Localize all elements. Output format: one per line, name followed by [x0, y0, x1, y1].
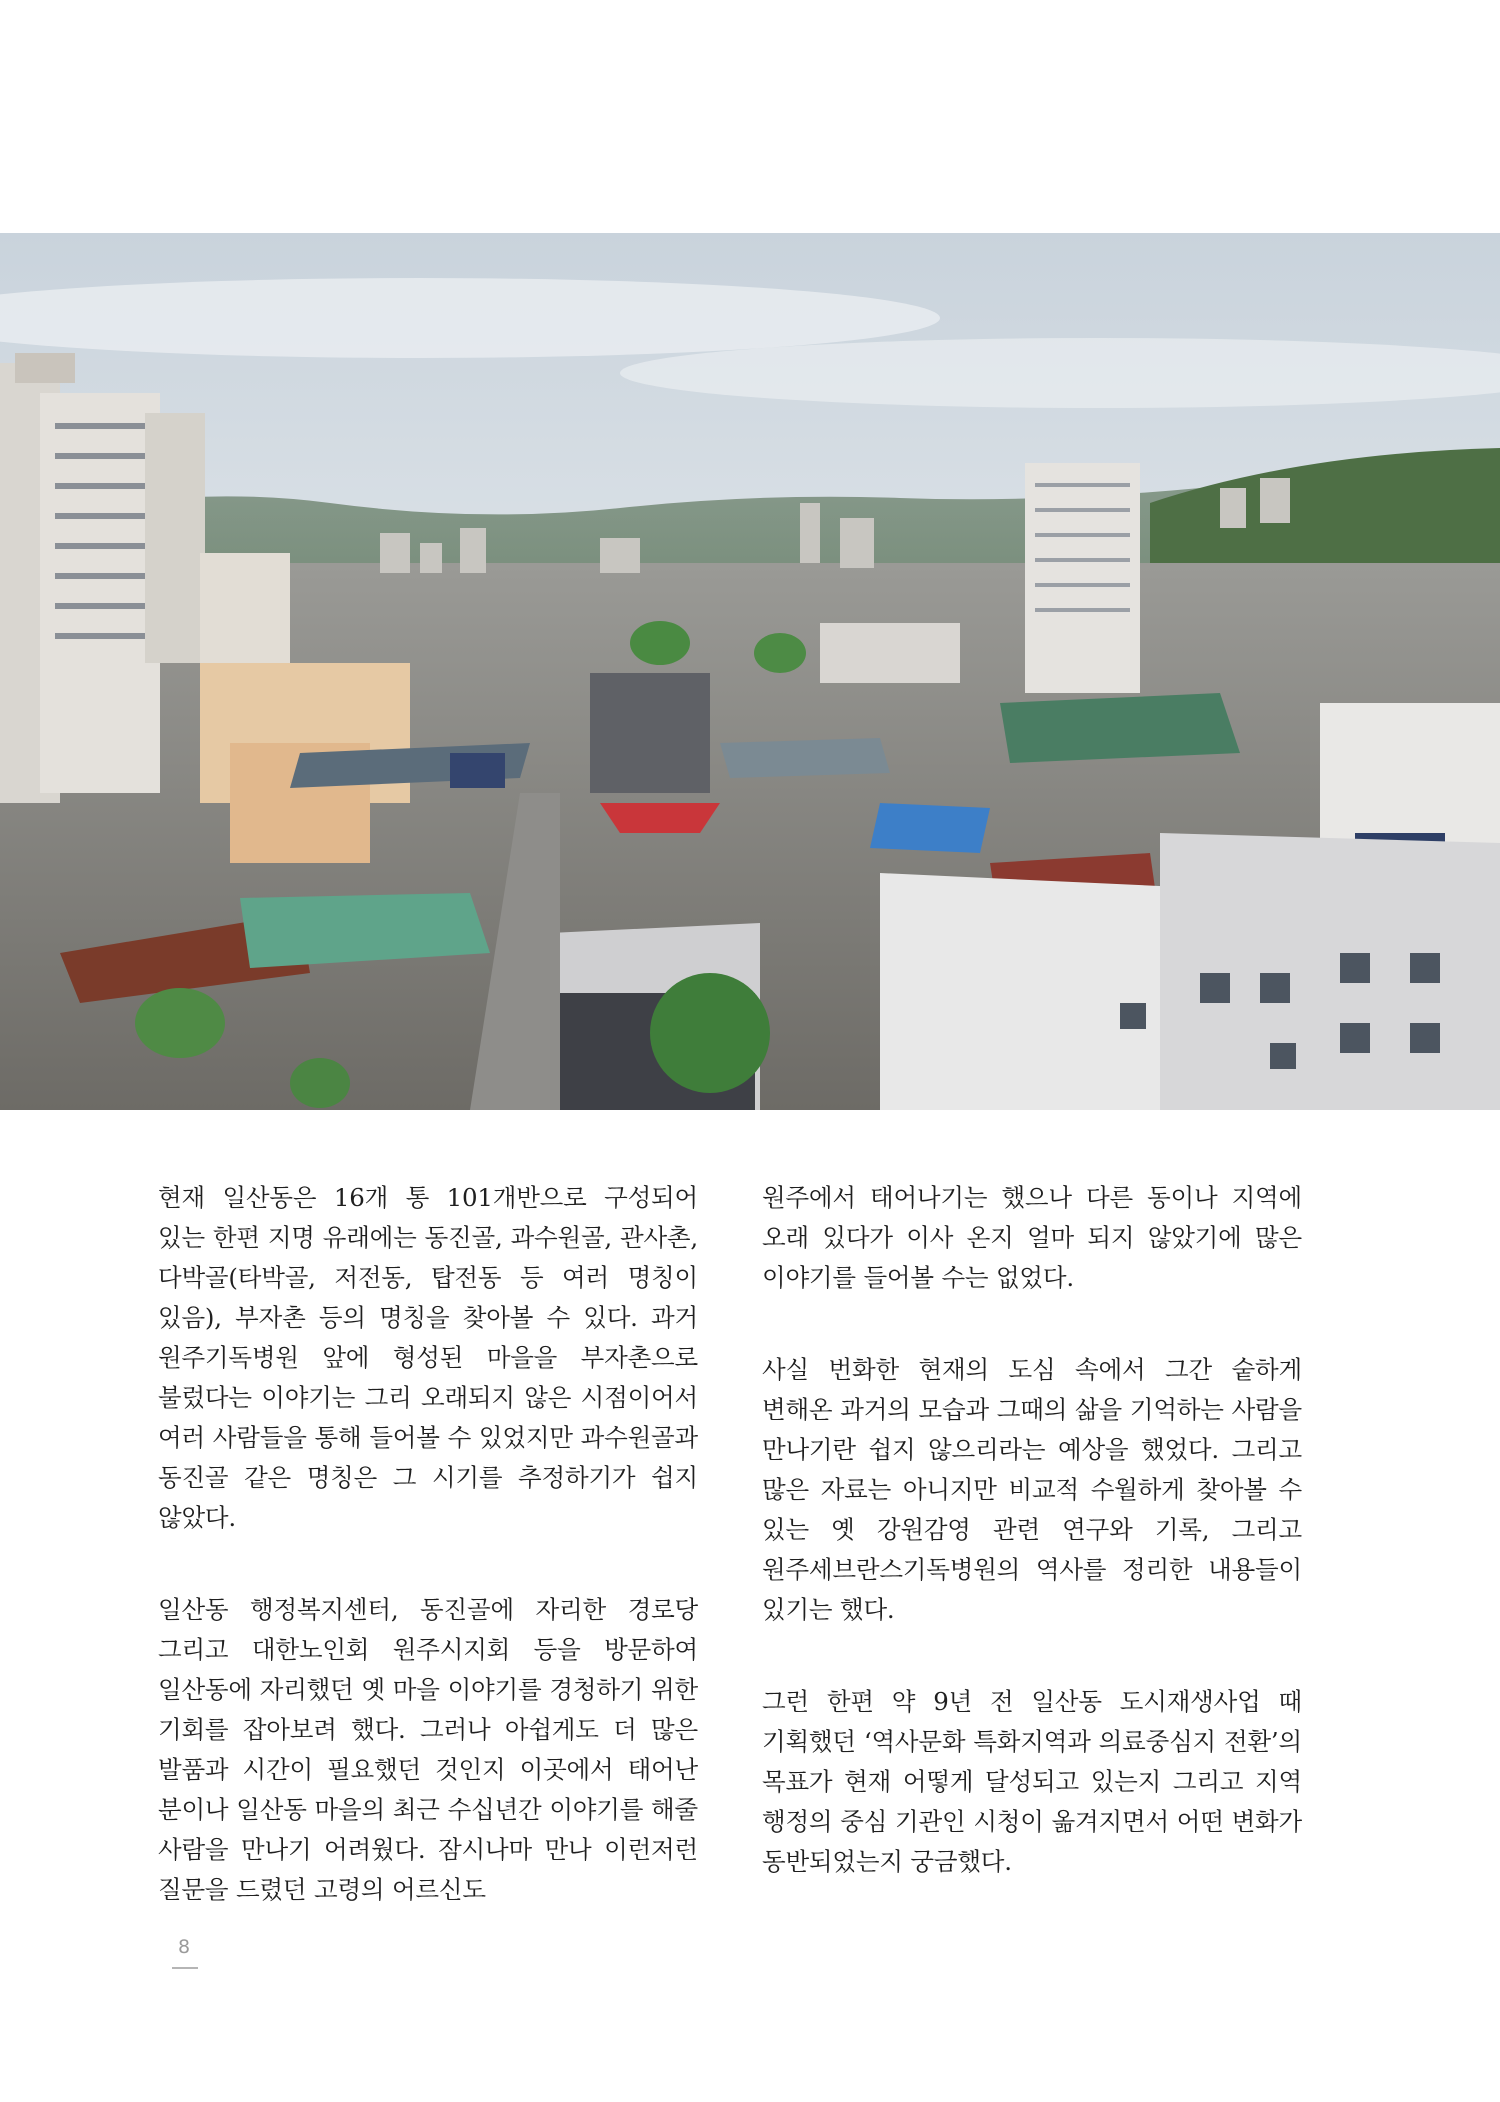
body-paragraph: 사실 번화한 현재의 도심 속에서 그간 숱하게 변해온 과거의 모습과 그때의 삶을 기억하는 사람을 만나기란 쉽지 않으리라는 예상을 했었다. 그리고 많은 자료는 아니지만 비교적 수월하게 찾아볼 수 있는 옛 강원감영 관련 연구와 기록, 그리고 원주세브란스기독병원의 역사를 정리한 내용들이 있기는 했다.	[762, 1355, 1302, 1624]
page-number: 8	[178, 1936, 191, 1958]
page-number-rule	[172, 1967, 198, 1969]
cityscape-image	[0, 233, 1500, 1110]
body-paragraph: 원주에서 태어나기는 했으나 다른 동이나 지역에 오래 있다가 이사 온지 얼마 되지 않았기에 많은 이야기를 들어볼 수는 없었다.	[762, 1183, 1302, 1292]
body-paragraph: 일산동 행정복지센터, 동진골에 자리한 경로당 그리고 대한노인회 원주시지회 등을 방문하여 일산동에 자리했던 옛 마을 이야기를 경청하기 위한 기회를 잡아보려 했다. 그러나 아쉽게도 더 많은 발품과 시간이 필요했던 것인지 이곳에서 태어난 분이나 일산동 마을의 최근 수십년간 이야기를 해줄 사람을 만나기 어려웠다. 잠시나마 만나 이런저런 질문을 드렸던 고령의 어르신도	[158, 1595, 698, 1904]
left-column	[158, 1178, 698, 1962]
body-paragraph: 그런 한편 약 9년 전 일산동 도시재생사업 때 기획했던 ‘역사문화 특화지역과 의료중심지 전환’의 목표가 현재 어떻게 달성되고 있는지 그리고 지역 행정의 중심 기관인 시청이 옮겨지면서 어떤 변화가 동반되었는지 궁금했다.	[762, 1687, 1302, 1876]
right-column	[762, 1178, 1302, 1934]
city-photo	[0, 233, 1500, 1110]
body-paragraph: 현재 일산동은 16개 통 101개반으로 구성되어 있는 한편 지명 유래에는 동진골, 과수원골, 관사촌, 다박골(타박골, 저전동, 탑전동 등 여러 명칭이 있음), 부자촌 등의 명칭을 찾아볼 수 있다. 과거 원주기독병원 앞에 형성된 마을을 부자촌으로 불렀다는 이야기는 그리 오래되지 않은 시점이어서 여러 사람들을 통해 들어볼 수 있었지만 과수원골과 동진골 같은 명칭은 그 시기를 추정하기가 쉽지 않았다.	[158, 1183, 698, 1532]
